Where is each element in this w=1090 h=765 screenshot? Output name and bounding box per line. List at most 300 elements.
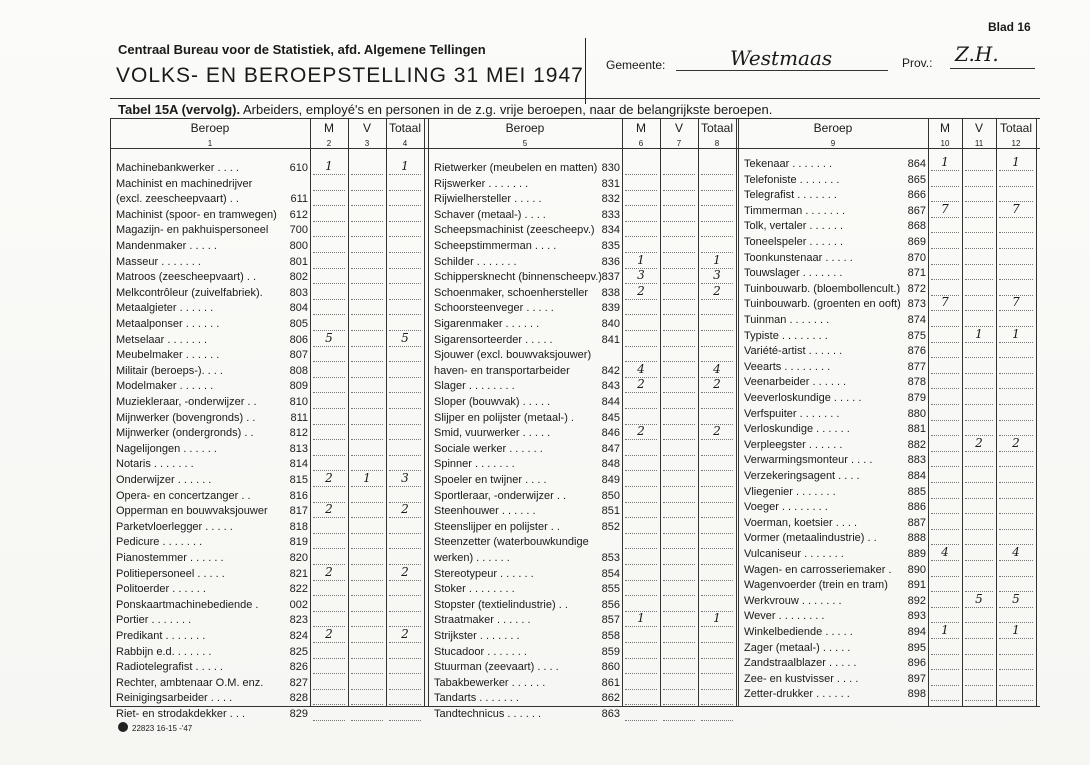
- entry-line: [701, 346, 733, 347]
- entry-line: [931, 638, 959, 639]
- occupation-code: 824: [289, 630, 308, 642]
- occupation-code: 887: [907, 516, 926, 529]
- entry-line: [931, 482, 959, 483]
- occupation-label: Pianostemmer . . . . . .: [116, 552, 224, 564]
- entry-line: [389, 704, 421, 705]
- occupation-code: 868: [907, 220, 926, 233]
- entry-line: [389, 174, 421, 175]
- entry-line: [701, 299, 733, 300]
- occupation-code: 816: [289, 489, 308, 502]
- entry-line: [965, 373, 993, 374]
- entry-line: [999, 466, 1033, 467]
- occupation-label: Steenslijper en polijster . .: [434, 520, 560, 533]
- entry-line: [389, 642, 421, 643]
- column-number: 8: [714, 139, 720, 148]
- entry-line: [999, 685, 1033, 686]
- entry-line: [965, 529, 993, 530]
- entry-line: [663, 455, 695, 456]
- handwritten-count: 3: [401, 471, 409, 485]
- entry-line: [701, 392, 733, 393]
- handwritten-count: 1: [713, 611, 721, 626]
- occupation-label: Scheepstimmerman . . . .: [434, 240, 557, 252]
- column-number: 11: [974, 139, 984, 148]
- occupation-label: Parketvloerlegger . . . . .: [116, 520, 233, 533]
- occupation-code: 811: [290, 411, 308, 424]
- col-divider: [736, 118, 737, 706]
- occupation-code: 891: [907, 579, 926, 592]
- occupation-label: Schoorsteenveger . . . . .: [434, 302, 554, 315]
- entry-line: [625, 502, 657, 503]
- handwritten-count: 2: [975, 435, 983, 450]
- occupation-code: 822: [289, 583, 308, 596]
- entry-line: [931, 232, 959, 233]
- handwritten-count: 5: [401, 330, 409, 345]
- occupation-label: Matroos (zeescheepvaart) . .: [116, 271, 257, 284]
- occupation-code: 808: [289, 364, 308, 377]
- occupation-code: 844: [601, 396, 620, 408]
- occupation-code: 612: [289, 208, 308, 221]
- occupation-label: Tuinbouwarb. (bloembollencult.): [744, 282, 901, 295]
- occupation-code: 850: [601, 489, 620, 502]
- occupation-label: Schippersknecht (binnenscheepv.): [434, 271, 602, 284]
- handwritten-count: 2: [713, 377, 721, 392]
- entry-line: [389, 611, 421, 612]
- entry-line: [313, 673, 345, 674]
- occupation-code: 867: [907, 204, 926, 217]
- occupation-code: 864: [907, 158, 926, 170]
- handwritten-count: 1: [325, 159, 333, 173]
- entry-line: [701, 626, 733, 627]
- entry-line: [931, 217, 959, 218]
- entry-line: [313, 580, 345, 581]
- entry-line: [999, 232, 1033, 233]
- header-v: V: [362, 121, 371, 135]
- occupation-label: Timmerman . . . . . . .: [744, 204, 846, 217]
- handwritten-count: 7: [941, 201, 949, 216]
- occupation-label: Stereotypeur . . . . . .: [434, 567, 534, 580]
- occupation-code: 819: [289, 536, 308, 549]
- table-title: [118, 102, 772, 117]
- occupation-label: Tolk, vertaler . . . . . .: [744, 220, 844, 233]
- occupation-code: 839: [601, 302, 620, 315]
- entry-line: [625, 642, 657, 643]
- entry-line: [351, 408, 383, 409]
- occupation-label: Politoerder . . . . . .: [116, 583, 206, 596]
- entry-line: [663, 205, 695, 206]
- province-underline: [950, 68, 1035, 69]
- entry-line: [313, 424, 345, 425]
- entry-line: [965, 420, 993, 421]
- entry-line: [625, 439, 657, 440]
- rule-top: [110, 98, 1040, 99]
- entry-line: [313, 221, 345, 222]
- entry-line: [999, 529, 1033, 530]
- entry-line: [663, 424, 695, 425]
- occupation-code: 889: [907, 548, 926, 560]
- occupation-label: Politiepersoneel . . . . .: [116, 567, 225, 580]
- entry-line: [701, 408, 733, 409]
- occupation-code: 802: [289, 271, 308, 284]
- entry-line: [389, 595, 421, 596]
- occupation-code: 836: [601, 255, 620, 268]
- occupation-label: Scheepsmachinist (zeescheepv.): [434, 224, 595, 237]
- occupation-code: 831: [601, 177, 620, 190]
- col-divider: [660, 118, 661, 706]
- occupation-code: 862: [601, 692, 620, 705]
- occupation-label: Melkcontrôleur (zuivelfabriek).: [116, 286, 263, 299]
- occupation-label: werken) . . . . . .: [434, 552, 510, 564]
- occupation-label: Magazijn- en pakhuispersoneel: [116, 224, 269, 237]
- occupation-label: Spinner . . . . . . .: [434, 458, 515, 471]
- occupation-code: 002: [289, 598, 308, 611]
- occupation-code: 847: [601, 442, 620, 455]
- occupation-code: 806: [289, 333, 308, 346]
- occupation-label: Schoenmaker, schoenhersteller: [434, 286, 589, 299]
- occupation-label: Meubelmaker . . . . . .: [116, 349, 220, 362]
- entry-line: [701, 564, 733, 565]
- entry-line: [663, 564, 695, 565]
- occupation-label: Slager . . . . . . . .: [434, 380, 515, 393]
- entry-line: [313, 236, 345, 237]
- entry-line: [313, 314, 345, 315]
- handwritten-count: 2: [325, 564, 333, 579]
- entry-line: [389, 424, 421, 425]
- occupation-code: 866: [907, 189, 926, 202]
- occupation-label: Straatmaker . . . . . .: [434, 614, 531, 627]
- entry-line: [313, 595, 345, 596]
- occupation-code: 801: [289, 255, 308, 268]
- handwritten-count: 2: [637, 377, 645, 392]
- entry-line: [999, 654, 1033, 655]
- occupation-code: 863: [601, 708, 620, 720]
- occupation-code: 876: [907, 345, 926, 358]
- entry-line: [931, 607, 959, 608]
- occupation-code: 845: [601, 411, 620, 424]
- entry-line: [389, 299, 421, 300]
- entry-line: [625, 314, 657, 315]
- occupation-label: Zee- en kustvisser . . . .: [744, 672, 859, 685]
- occupation-label: Strijkster . . . . . . .: [434, 630, 520, 642]
- province-label: Prov.:: [902, 56, 933, 70]
- entry-line: [351, 626, 383, 627]
- entry-line: [931, 420, 959, 421]
- occupation-code: 804: [289, 302, 308, 315]
- occupation-code: 878: [907, 376, 926, 389]
- entry-line: [663, 470, 695, 471]
- entry-line: [351, 361, 383, 362]
- entry-line: [313, 517, 345, 518]
- entry-line: [625, 689, 657, 690]
- entry-line: [965, 404, 993, 405]
- entry-line: [965, 638, 993, 639]
- occupation-code: 611: [290, 193, 308, 206]
- occupation-label: Tandtechnicus . . . . . .: [434, 708, 541, 720]
- entry-line: [965, 388, 993, 389]
- entry-line: [701, 689, 733, 690]
- entry-line: [999, 669, 1033, 670]
- entry-line: [351, 190, 383, 191]
- gemeente-value: Westmaas: [730, 46, 833, 70]
- table-title-text: Arbeiders, employé's en personen in de z.g. vrije beroepen, naar de belangrijkste beroepen.: [240, 102, 773, 117]
- entry-line: [351, 392, 383, 393]
- occupation-code: 893: [907, 610, 926, 623]
- entry-line: [351, 502, 383, 503]
- entry-line: [313, 377, 345, 378]
- entry-line: [351, 174, 383, 175]
- entry-line: [313, 611, 345, 612]
- entry-line: [389, 455, 421, 456]
- occupation-label: Pedicure . . . . . . .: [116, 536, 203, 549]
- entry-line: [351, 377, 383, 378]
- entry-line: [931, 451, 959, 452]
- occupation-label: Smid, vuurwerker . . . . .: [434, 427, 551, 440]
- handwritten-count: 1: [1012, 155, 1020, 169]
- handwritten-count: 2: [713, 283, 721, 298]
- occupation-label: Sociale werker . . . . . .: [434, 442, 543, 455]
- occupation-label: Verfspuiter . . . . . . .: [744, 407, 840, 420]
- entry-line: [999, 482, 1033, 483]
- occupation-code: 849: [601, 474, 620, 486]
- col-divider: [1036, 118, 1037, 706]
- entry-line: [701, 236, 733, 237]
- occupation-code: 858: [601, 630, 620, 642]
- header-m: M: [636, 121, 646, 135]
- header-totaal: Totaal: [999, 121, 1033, 135]
- entry-line: [999, 388, 1033, 389]
- column-number: 3: [364, 139, 370, 148]
- occupation-label: Wagenvoerder (trein en tram): [744, 579, 888, 592]
- occupation-label: Rietwerker (meubelen en matten): [434, 162, 598, 174]
- printer-seal-icon: [118, 722, 128, 732]
- entry-line: [389, 346, 421, 347]
- occupation-code: 877: [907, 360, 926, 373]
- occupation-label: Vliegenier . . . . . . .: [744, 485, 836, 498]
- entry-line: [313, 689, 345, 690]
- handwritten-count: 4: [1012, 545, 1020, 559]
- entry-line: [313, 283, 345, 284]
- entry-line: [389, 408, 421, 409]
- occupation-code: 827: [289, 676, 308, 689]
- entry-line: [313, 346, 345, 347]
- entry-line: [313, 704, 345, 705]
- entry-line: [663, 642, 695, 643]
- handwritten-count: 5: [975, 591, 983, 606]
- occupation-label: Winkelbediende . . . . .: [744, 626, 853, 638]
- entry-line: [999, 404, 1033, 405]
- occupation-label: Toonkunstenaar . . . . .: [744, 251, 853, 264]
- entry-line: [313, 299, 345, 300]
- entry-line: [999, 638, 1033, 639]
- entry-line: [701, 470, 733, 471]
- occupation-label: Touwslager . . . . . . .: [744, 267, 843, 280]
- entry-line: [965, 560, 993, 561]
- entry-line: [625, 221, 657, 222]
- entry-line: [389, 517, 421, 518]
- occupation-code: 872: [907, 282, 926, 295]
- occupation-code: 833: [601, 208, 620, 221]
- occupation-label: Verpleegster . . . . . .: [744, 438, 843, 451]
- occupation-label: Metaalgieter . . . . . .: [116, 302, 214, 315]
- occupation-code: 871: [907, 267, 926, 280]
- entry-line: [663, 658, 695, 659]
- entry-line: [663, 439, 695, 440]
- entry-line: [701, 548, 733, 549]
- entry-line: [625, 455, 657, 456]
- occupation-code: 853: [601, 552, 620, 564]
- handwritten-count: 4: [637, 361, 645, 376]
- occupation-code: 700: [289, 224, 308, 237]
- entry-line: [625, 346, 657, 347]
- entry-line: [663, 314, 695, 315]
- entry-line: [625, 704, 657, 705]
- occupation-code: 880: [907, 407, 926, 420]
- entry-line: [663, 174, 695, 175]
- entry-line: [625, 486, 657, 487]
- entry-line: [701, 439, 733, 440]
- occupation-code: 894: [907, 626, 926, 638]
- occupation-code: 810: [289, 396, 308, 408]
- entry-line: [931, 435, 959, 436]
- entry-line: [931, 466, 959, 467]
- entry-line: [999, 607, 1033, 608]
- col-divider: [962, 118, 963, 706]
- entry-line: [965, 482, 993, 483]
- entry-line: [999, 342, 1033, 343]
- header-beroep: Beroep: [190, 121, 230, 135]
- occupation-code: 814: [289, 458, 308, 471]
- column-number: 7: [676, 139, 682, 148]
- entry-line: [351, 704, 383, 705]
- entry-line: [965, 170, 993, 171]
- entry-line: [701, 205, 733, 206]
- entry-line: [351, 517, 383, 518]
- handwritten-count: 2: [325, 627, 333, 641]
- header-v: V: [674, 121, 683, 135]
- occupation-label: Muziekleraar, -onderwijzer . .: [116, 396, 257, 408]
- entry-line: [389, 548, 421, 549]
- occupation-label: haven- en transportarbeider: [434, 364, 570, 377]
- entry-line: [701, 642, 733, 643]
- entry-line: [663, 673, 695, 674]
- entry-line: [625, 533, 657, 534]
- occupation-label: Rijswerker . . . . . . .: [434, 177, 529, 190]
- occupation-label: Ponskaartmachinebediende .: [116, 598, 259, 611]
- entry-line: [931, 576, 959, 577]
- entry-line: [663, 704, 695, 705]
- entry-line: [663, 361, 695, 362]
- entry-line: [965, 576, 993, 577]
- handwritten-count: 7: [1012, 295, 1020, 310]
- occupation-label: Wagen- en carrosseriemaker .: [744, 563, 892, 576]
- occupation-label: Sloper (bouwvak) . . . . .: [434, 396, 551, 408]
- entry-line: [999, 186, 1033, 187]
- entry-line: [965, 279, 993, 280]
- occupation-label: Machinebankwerker . . . .: [116, 162, 239, 174]
- entry-line: [313, 205, 345, 206]
- col-divider: [310, 118, 311, 706]
- occupation-code: 881: [907, 423, 926, 436]
- occupation-label: Machinist en machinedrijver: [116, 177, 253, 190]
- occupation-label: Stoker . . . . . . . .: [434, 583, 515, 596]
- occupation-code: 825: [289, 645, 308, 658]
- entry-line: [701, 330, 733, 331]
- occupation-code: 809: [289, 380, 308, 393]
- occupation-code: 826: [289, 661, 308, 674]
- entry-line: [313, 720, 345, 721]
- column-number: 6: [638, 139, 644, 148]
- occupation-label: Steenhouwer . . . . . .: [434, 505, 536, 518]
- entry-line: [663, 268, 695, 269]
- handwritten-count: 5: [1012, 591, 1020, 606]
- entry-line: [999, 310, 1033, 311]
- occupation-label: Verzekeringsagent . . . .: [744, 470, 860, 482]
- entry-line: [999, 264, 1033, 265]
- occupation-label: Zandstraalblazer . . . . .: [744, 657, 857, 670]
- header-m: M: [940, 121, 950, 135]
- print-code: 22823 16-15 -'47: [132, 724, 193, 733]
- entry-line: [965, 186, 993, 187]
- occupation-code: 883: [907, 454, 926, 467]
- occupation-label: Voeger . . . . . . . .: [744, 501, 828, 514]
- occupation-code: 865: [907, 173, 926, 186]
- entry-line: [663, 689, 695, 690]
- column-number: 1: [207, 139, 213, 148]
- entry-line: [389, 283, 421, 284]
- occupation-label: Veearts . . . . . . . .: [744, 360, 831, 373]
- occupation-label: Sigarenmaker . . . . . .: [434, 318, 540, 330]
- column-number: 5: [522, 139, 528, 148]
- entry-line: [663, 190, 695, 191]
- entry-line: [351, 252, 383, 253]
- occupation-code: 820: [289, 552, 308, 564]
- occupation-code: 835: [601, 240, 620, 252]
- occupation-label: Telefoniste . . . . . . .: [744, 173, 840, 186]
- occupation-code: 888: [907, 532, 926, 545]
- entry-line: [351, 439, 383, 440]
- handwritten-count: 3: [637, 268, 645, 283]
- entry-line: [701, 580, 733, 581]
- entry-line: [625, 470, 657, 471]
- entry-line: [389, 190, 421, 191]
- entry-line: [313, 361, 345, 362]
- occupation-label: Vormer (metaalindustrie) . .: [744, 532, 877, 545]
- entry-line: [663, 346, 695, 347]
- entry-line: [625, 190, 657, 191]
- occupation-code: 832: [601, 193, 620, 206]
- entry-line: [931, 326, 959, 327]
- entry-line: [999, 357, 1033, 358]
- occupation-code: 834: [601, 224, 620, 237]
- entry-line: [313, 642, 345, 643]
- occupation-label: Tekenaar . . . . . . .: [744, 158, 833, 170]
- entry-line: [351, 658, 383, 659]
- occupation-label: Mandenmaker . . . . .: [116, 240, 217, 252]
- occupation-label: Tabakbewerker . . . . . .: [434, 676, 546, 689]
- entry-line: [965, 232, 993, 233]
- entry-line: [663, 533, 695, 534]
- occupation-code: 815: [289, 474, 308, 486]
- entry-line: [351, 720, 383, 721]
- entry-line: [965, 295, 993, 296]
- column-number: 12: [1011, 139, 1021, 148]
- occupation-code: 830: [601, 162, 620, 174]
- handwritten-count: 2: [401, 627, 409, 641]
- entry-line: [663, 408, 695, 409]
- occupation-code: 879: [907, 392, 926, 404]
- entry-line: [351, 236, 383, 237]
- occupation-code: 898: [907, 688, 926, 701]
- entry-line: [389, 392, 421, 393]
